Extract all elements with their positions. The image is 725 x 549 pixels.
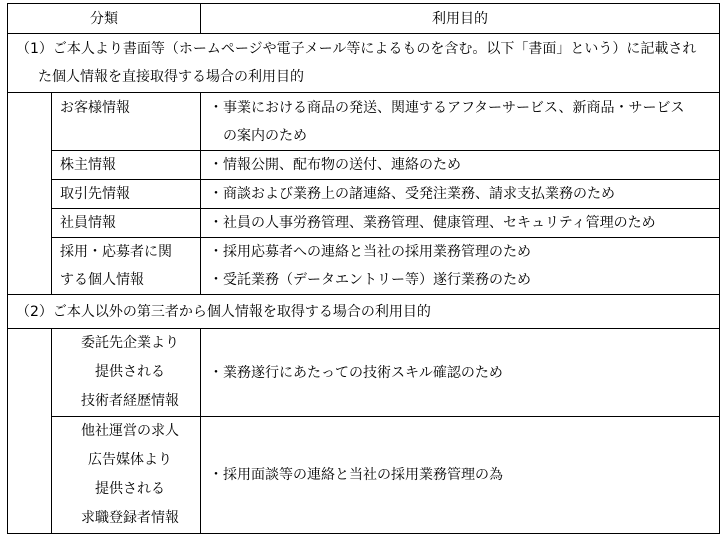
category-text: 取引先情報 (60, 186, 130, 202)
category-text: 他社運営の求人 (81, 423, 179, 439)
section1-title-line1: （1）ご本人より書面等（ホームページや電子メール等によるものを含む。以下「書面」という）に記載され (16, 41, 697, 57)
category-cell (52, 329, 201, 417)
purpose-text: ・情報公開、配布物の送付、連絡のため (209, 157, 461, 173)
section1-title-row (8, 34, 720, 93)
purpose-text: ・受託業務（データエントリー等）遂行業務のため (209, 272, 531, 288)
category-text: 採用・応募者に関 (60, 244, 172, 260)
indent-cell (8, 417, 52, 534)
category-cell (52, 93, 201, 151)
purpose-text: ・事業における商品の発送、関連するアフターサービス、新商品・サービス (209, 100, 685, 116)
purpose-text: ・商談および業務上の諸連絡、受発注業務、請求支払業務のため (209, 186, 615, 202)
table-row (8, 238, 720, 295)
section2-title-row (8, 295, 720, 329)
purpose-cell (201, 180, 720, 209)
purpose-cell (201, 238, 720, 295)
table-row (8, 209, 720, 238)
indent-cell (8, 209, 52, 238)
table-row (8, 180, 720, 209)
category-text: 求職登録者情報 (81, 510, 179, 526)
purpose-text: の案内のため (209, 128, 307, 144)
category-text: 株主情報 (60, 157, 116, 173)
purpose-cell (201, 93, 720, 151)
section1-title (8, 34, 720, 93)
section1-title-line2: た個人情報を直接取得する場合の利用目的 (38, 69, 304, 85)
purpose-cell (201, 417, 720, 534)
table-row (8, 151, 720, 180)
table-row (8, 329, 720, 417)
purpose-text: ・業務遂行にあたっての技術スキル確認のため (209, 364, 503, 381)
purpose-cell (201, 209, 720, 238)
purpose-text: ・採用応募者への連絡と当社の採用業務管理のため (209, 244, 531, 260)
category-text: する個人情報 (60, 272, 144, 288)
privacy-purpose-table (7, 3, 720, 534)
purpose-text: ・採用面談等の連絡と当社の採用業務管理の為 (209, 467, 503, 483)
indent-cell (8, 93, 52, 151)
category-cell (52, 180, 201, 209)
indent-cell (8, 238, 52, 295)
category-text: 提供される (95, 364, 165, 380)
category-text: 技術者経歴情報 (81, 393, 179, 409)
category-text: 社員情報 (60, 215, 116, 231)
table-row (8, 417, 720, 534)
header-category: 分類 (8, 4, 201, 34)
table-row (8, 93, 720, 151)
category-cell (52, 238, 201, 295)
header-purpose: 利用目的 (201, 4, 720, 34)
purpose-cell (201, 329, 720, 417)
category-cell (52, 151, 201, 180)
indent-cell (8, 180, 52, 209)
purpose-text: ・社員の人事労務管理、業務管理、健康管理、セキュリティ管理のため (209, 215, 656, 231)
category-cell (52, 209, 201, 238)
category-cell (52, 417, 201, 534)
category-text: お客様情報 (60, 100, 130, 116)
category-text: 広告媒体より (88, 452, 172, 468)
purpose-cell (201, 151, 720, 180)
indent-cell (8, 329, 52, 417)
indent-cell (8, 151, 52, 180)
header-row (8, 4, 720, 34)
category-text: 提供される (95, 481, 165, 497)
section2-title: （2）ご本人以外の第三者から個人情報を取得する場合の利用目的 (8, 295, 720, 329)
category-text: 委託先企業より (81, 335, 179, 351)
